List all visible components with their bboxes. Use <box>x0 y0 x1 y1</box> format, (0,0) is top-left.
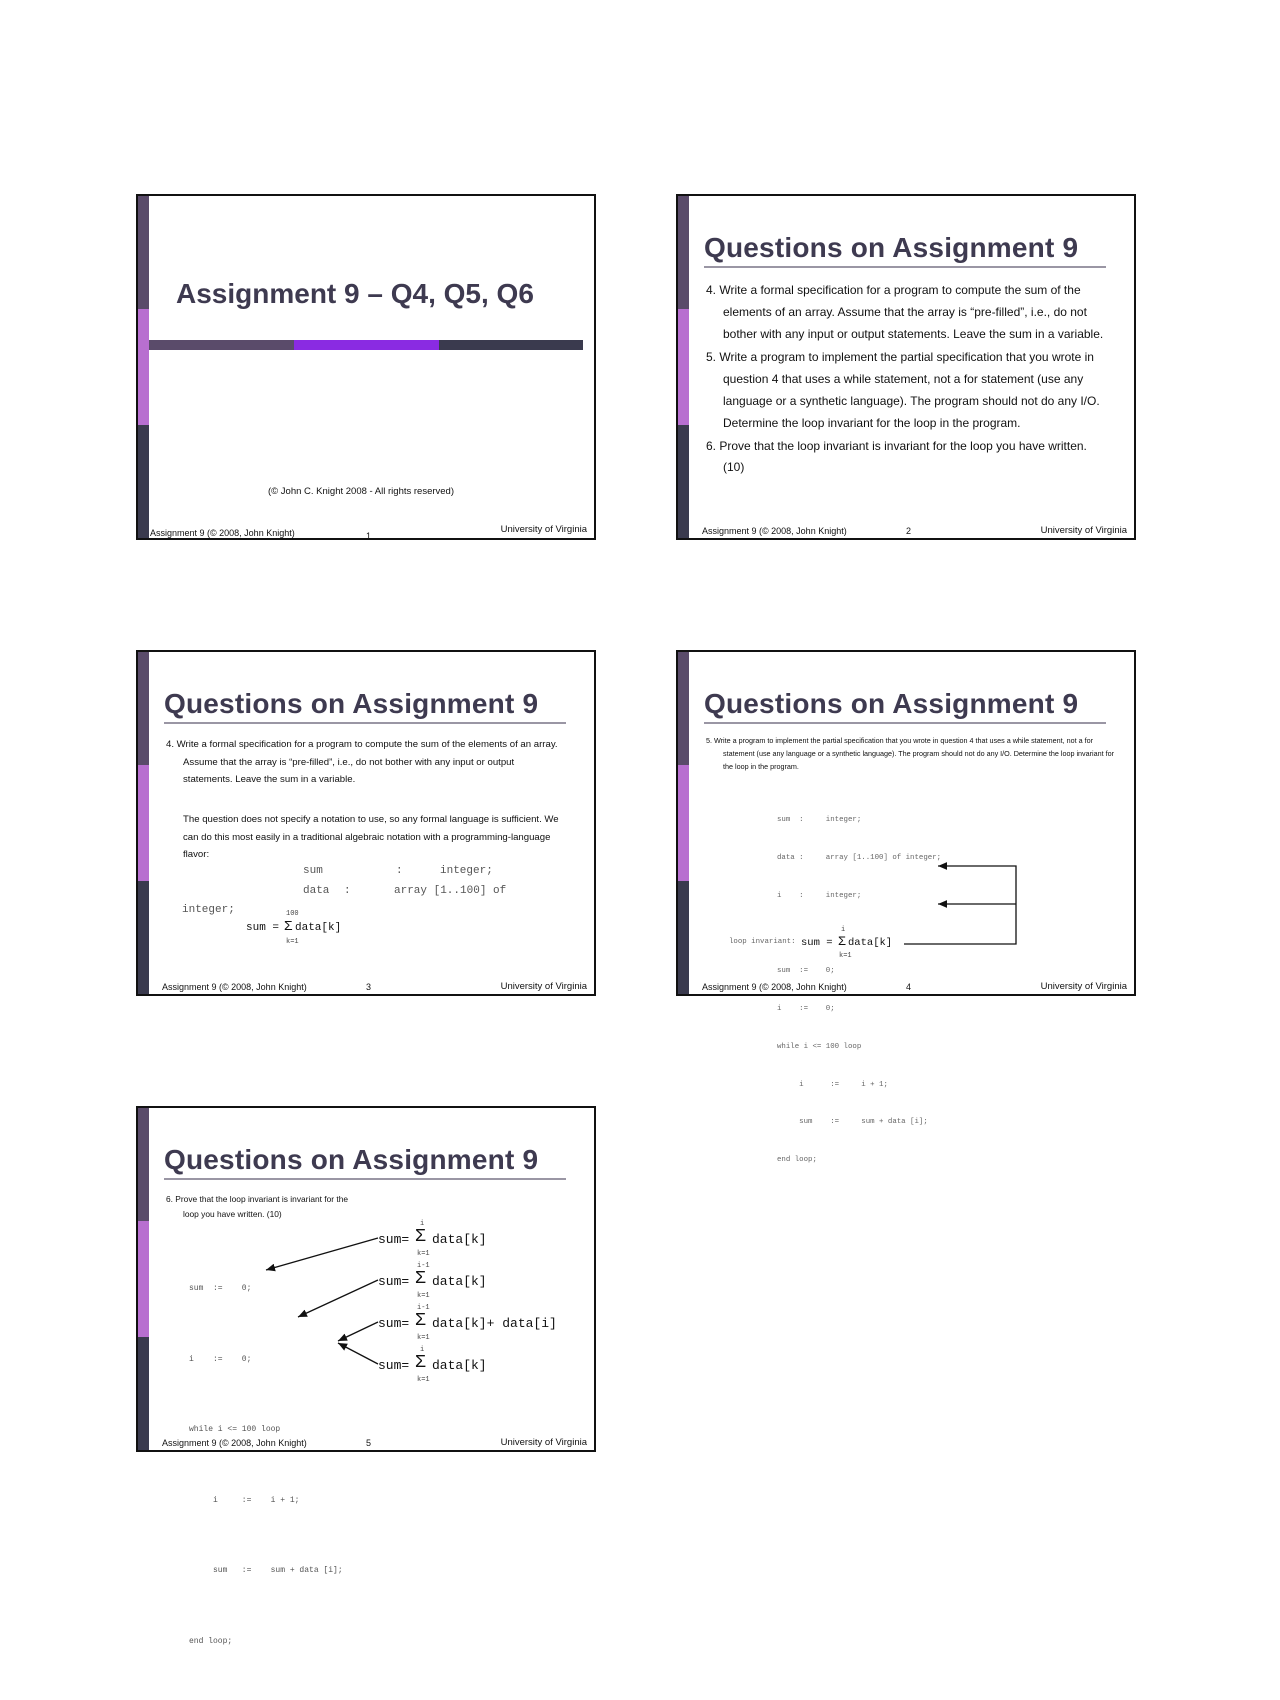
footer-left: Assignment 9 (© 2008, John Knight) <box>162 982 307 992</box>
question-4: 4. Write a formal specification for a program to compute the sum of the elements of an array. Assume that the array is “pre-filled”, i.e., do not bother with any input or output statements. Leave the sum in a variable. <box>706 283 1104 341</box>
code-line: sum : integer; <box>777 816 862 825</box>
slide-title: Questions on Assignment 9 <box>704 232 1106 268</box>
decl-data-tail: integer; <box>182 904 235 916</box>
slide-number: 5 <box>366 1438 372 1448</box>
slide-number: 1 <box>366 531 372 541</box>
slide-5 <box>136 1106 596 1646</box>
invariant-arrows <box>678 652 1138 998</box>
sum-formula: sum = 100 Σ data[k] k=1 <box>246 910 342 946</box>
footer-left: Assignment 9 (© 2008, John Knight) <box>150 528 295 538</box>
slide-1 <box>136 194 596 540</box>
code-line: i := i + 1; <box>777 1080 888 1089</box>
code-line: end loop; <box>189 1636 233 1646</box>
footer-left: Assignment 9 (© 2008, John Knight) <box>162 1438 307 1448</box>
slide-2 <box>676 194 1136 540</box>
question-6: 6. Prove that the loop invariant is invariant for the loop you have written. (10) <box>166 1194 349 1219</box>
formula-1: sum= i Σ data[k] k=1 <box>378 1220 487 1258</box>
sigma-symbol: Σ <box>415 1269 426 1289</box>
sigma-symbol: Σ <box>415 1227 426 1247</box>
footer-right: University of Virginia <box>500 524 587 535</box>
sigma-symbol: Σ <box>838 934 846 949</box>
slide-title: Questions on Assignment 9 <box>164 688 566 724</box>
slide-title: Questions on Assignment 9 <box>164 1144 566 1180</box>
formula-2: sum= i-1 Σ data[k] k=1 <box>378 1262 487 1300</box>
arrow-line <box>298 1280 378 1317</box>
slide-title: Questions on Assignment 9 <box>704 688 1106 724</box>
question-5: 5. Write a program to implement the partial specification that you wrote in question 4 that uses a while statement, not a for statement (use any language or a synthetic language). The program should not do any I/O. Determine the loop invariant for the loop in the program. <box>706 736 1115 771</box>
invariant-formula: sum = i Σ data[k] k=1 <box>801 926 893 960</box>
answer-text: The question does not specify a notation to use, so any formal language is sufficient. We can do this most easily in a traditional algebraic notation with a programming-language flavor: <box>183 814 559 860</box>
sigma-symbol: Σ <box>284 919 293 935</box>
slide-number: 2 <box>906 526 912 536</box>
question-6: 6. Prove that the loop invariant is invariant for the loop you have written. (10) <box>706 438 1087 475</box>
slide-number: 3 <box>366 982 372 992</box>
footer-right: University of Virginia <box>500 981 587 992</box>
code-line: i := 0; <box>189 1354 252 1364</box>
copyright-text: (© John C. Knight 2008 - All rights reserved) <box>268 486 455 497</box>
slide-3 <box>136 650 596 996</box>
decl-data: data : array [1..100] of <box>303 885 507 897</box>
footer-right: University of Virginia <box>1040 981 1127 992</box>
decl-sum: sum : integer; <box>303 865 493 877</box>
arrow-line <box>338 1343 378 1364</box>
bracket-line <box>904 866 1016 944</box>
title-rule <box>149 340 583 350</box>
code-line: sum := 0; <box>777 967 835 976</box>
accent-bar <box>138 652 149 994</box>
code-line: i := i + 1; <box>189 1495 300 1505</box>
accent-bar <box>138 196 149 538</box>
accent-bar <box>678 196 689 538</box>
footer-left: Assignment 9 (© 2008, John Knight) <box>702 526 847 536</box>
code-line: i := 0; <box>777 1005 835 1014</box>
slide-number: 4 <box>906 982 912 992</box>
slide-title: Assignment 9 – Q4, Q5, Q6 <box>176 278 534 309</box>
code-line: sum := 0; <box>189 1284 252 1293</box>
sigma-symbol: Σ <box>415 1311 426 1331</box>
code-line: sum := sum + data [i]; <box>777 1118 928 1127</box>
slide-4 <box>676 650 1136 1165</box>
invariant-label: loop invariant: <box>729 938 796 946</box>
code-line: i : integer; <box>777 891 862 900</box>
arrow-line <box>266 1238 378 1270</box>
arrow-line <box>338 1322 378 1341</box>
question-list <box>706 280 1110 479</box>
question-4: 4. Write a formal specification for a program to compute the sum of the elements of an array. Assume that the array is “pre-filled”, i.e., do not bother with any input or output statements. Leave the sum in a variable. <box>166 739 558 785</box>
formula-4: sum= i Σ data[k] k=1 <box>378 1346 487 1384</box>
code-line: data : array [1..100] of integer; <box>777 853 942 862</box>
footer-left: Assignment 9 (© 2008, John Knight) <box>702 982 847 992</box>
proof-arrows <box>138 1108 598 1454</box>
formula-3: sum= i-1 Σ data[k]+ data[i] k=1 <box>378 1304 557 1342</box>
sigma-symbol: Σ <box>415 1353 426 1373</box>
code-line: while i <= 100 loop <box>189 1425 281 1434</box>
code-line: while i <= 100 loop <box>777 1042 862 1051</box>
footer-right: University of Virginia <box>500 1437 587 1448</box>
footer-right: University of Virginia <box>1040 525 1127 536</box>
code-line: end loop; <box>777 1156 817 1165</box>
code-line: sum := sum + data [i]; <box>189 1566 343 1575</box>
question-5: 5. Write a program to implement the partial specification that you wrote in question 4 that uses a while statement, not a for statement (use any language or a synthetic language). The program should not do any I/O. Determine the loop invariant for the loop in the program. <box>706 350 1100 430</box>
